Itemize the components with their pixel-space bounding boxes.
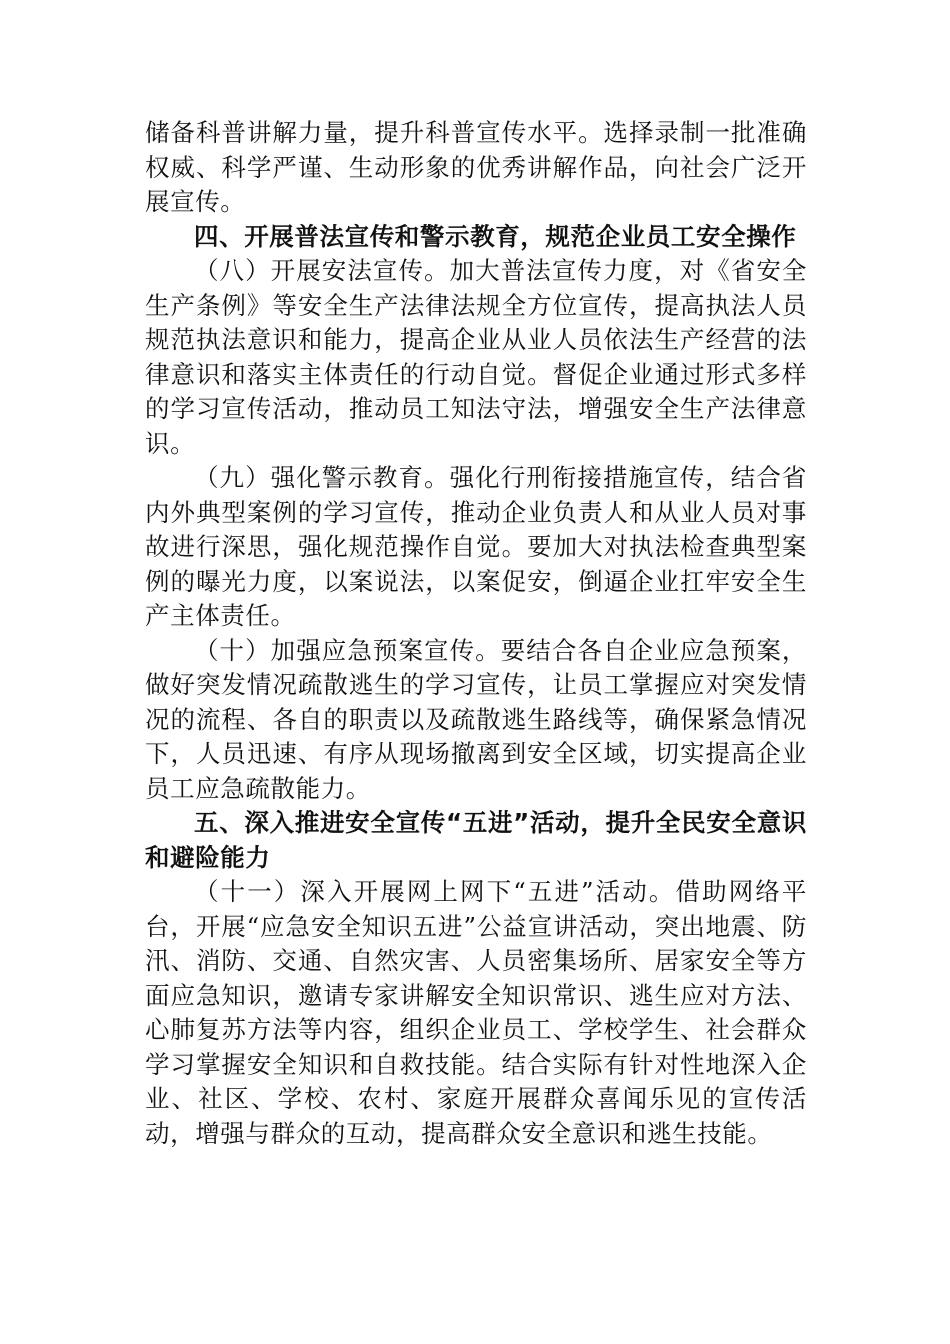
paragraph-item-11: （十一）深入开展网上网下“五进”活动。借助网络平台，开展“应急安全知识五进”公益宣讲活动，突出地震、防汛、消防、交通、自然灾害、人员密集场所、居家安全等方面应急知识，邀请专家讲解安全知识常识、逃生应对方法、心肺复苏方法等内容，组织企业员工、学校学生、社会群众学习掌握安全知识和自救技能。结合实际有针对性地深入企业、社区、学校、农村、家庭开展群众喜闻乐见的宣传活动，增强与群众的互动，提高群众安全意识和逃生技能。 <box>145 877 807 1148</box>
paragraph-item-10: （十）加强应急预案宣传。要结合各自企业应急预案，做好突发情况疏散逃生的学习宣传，让员工掌握应对突发情况的流程、各自的职责以及疏散逃生路线等，确保紧急情况下，人员迅速、有序从现场撤离到安全区域，切实提高企业员工应急疏散能力。 <box>145 635 807 803</box>
continuation-paragraph: 储备科普讲解力量，提升科普宣传水平。选择录制一批准确权威、科学严谨、生动形象的优秀讲解作品，向社会广泛开展宣传。 <box>145 118 807 216</box>
section-heading-4: 四、开展普法宣传和警示教育，规范企业员工安全操作 <box>194 221 797 251</box>
paragraph-item-8: （八）开展安法宣传。加大普法宣传力度，对《省安全生产条例》等安全生产法律法规全方位宣传，提高执法人员规范执法意识和能力，提高企业从业人员依法生产经营的法律意识和落实主体责任的行动自觉。督促企业通过形式多样的学习宣传活动，推动员工知法守法，增强安全生产法律意识。 <box>145 256 807 458</box>
section-heading-5: 五、深入推进安全宣传“五进”活动，提升全民安全意识和避险能力 <box>145 808 807 872</box>
paragraph-item-9: （九）强化警示教育。强化行刑衔接措施宣传，结合省内外典型案例的学习宣传，推动企业负责人和从业人员对事故进行深思，强化规范操作自觉。要加大对执法检查典型案例的曝光力度，以案说法，以案促安，倒逼企业扛牢安全生产主体责任。 <box>145 463 807 630</box>
document-page <box>145 116 807 1151</box>
